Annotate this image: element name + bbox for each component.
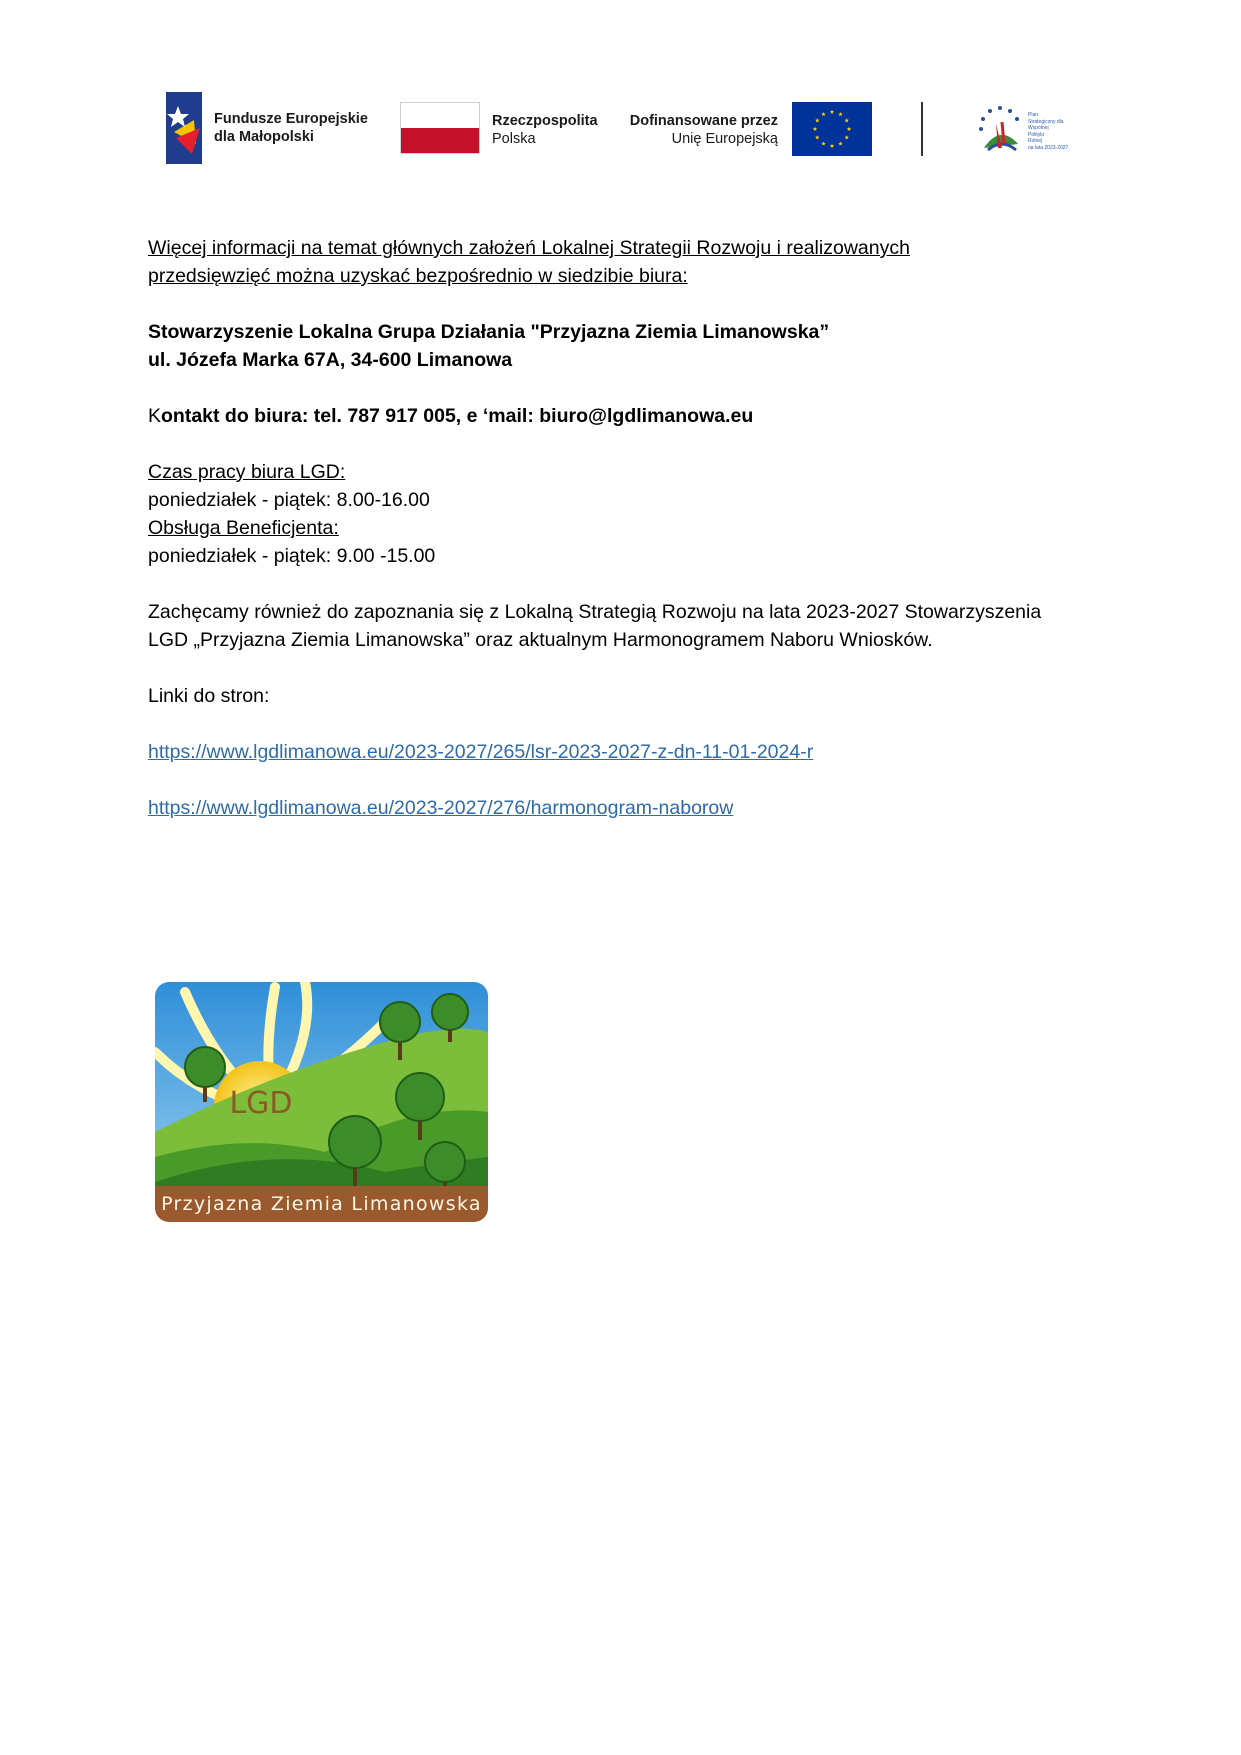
plan-line1: Plan (1028, 112, 1039, 118)
encourage-line1: Zachęcamy również do zapoznania się z Lokalną Strategią Rozwoju na lata 2023-2027 Stowarzyszenia (148, 601, 1042, 623)
contact-k: K (148, 405, 162, 427)
intro-line1: Więcej informacji na temat głównych założeń Lokalnej Strategii Rozwoju i realizowanych (148, 237, 910, 259)
rzeczpospolita-polska-logo (400, 102, 610, 158)
plan-line5: Rolnej (1028, 138, 1043, 144)
funds-line2: dla Małopolski (214, 129, 314, 145)
plan-line2: Strategiczny dla (1028, 118, 1064, 125)
org-address: ul. Józefa Marka 67A, 34-600 Limanowa (148, 349, 513, 371)
document-body (148, 234, 1108, 822)
eu-star-icon (815, 135, 820, 139)
republic-line2: Polska (492, 131, 536, 147)
strategic-plan-emblem-icon (974, 104, 1026, 158)
strategic-plan-logo (974, 104, 1084, 158)
eu-flag-icon (792, 102, 872, 156)
eu-star-icon (821, 141, 826, 145)
office-hours-label: Czas pracy biura LGD: (148, 461, 346, 483)
lgd-name: Przyjazna Ziemia Limanowska (161, 1193, 482, 1215)
contact-rest: ontakt do biura: tel. 787 917 005, e ‘mail: biuro@lgdlimanowa.eu (161, 405, 754, 427)
logo-bar (0, 0, 1241, 200)
eu-star-icon (844, 118, 849, 122)
links-label: Linki do stron: (148, 685, 270, 707)
plan-line3: Wspólnej (1028, 125, 1049, 131)
lgd-abbr: LGD (229, 1086, 293, 1121)
lgd-logo (155, 982, 488, 1222)
eu-star-icon (830, 144, 835, 148)
eu-star-icon (821, 112, 826, 116)
poland-flag-icon (400, 102, 480, 154)
eu-star-icon (813, 127, 818, 131)
eu-star-icon (838, 141, 843, 145)
contact-line (148, 402, 1108, 430)
eu-star-icon (847, 127, 852, 131)
logo-divider (921, 102, 923, 156)
plan-line4: Polityki (1028, 131, 1044, 138)
beneficiary-hours: poniedziałek - piątek: 9.00 -15.00 (148, 545, 436, 567)
plan-line6: na lata 2023-2027 (1028, 144, 1069, 151)
eu-star-icon (838, 112, 843, 116)
eu-line1: Dofinansowane przez (629, 113, 778, 129)
fundusze-europejskie-emblem-icon (166, 92, 210, 164)
eu-cofinanced-logo (626, 102, 876, 158)
harmonogram-link[interactable]: https://www.lgdlimanowa.eu/2023-2027/276/harmonogram-naborow (148, 797, 734, 819)
org-name: Stowarzyszenie Lokalna Grupa Działania "Przyjazna Ziemia Limanowska” (148, 321, 830, 343)
funds-line1: Fundusze Europejskie (214, 111, 368, 127)
eu-star-icon (815, 118, 820, 122)
republic-line1: Rzeczpospolita (492, 113, 598, 129)
encourage-line2: LGD „Przyjazna Ziemia Limanowska” oraz aktualnym Harmonogramem Naboru Wniosków. (148, 629, 933, 651)
eu-line2: Unię Europejską (671, 131, 778, 147)
office-hours: poniedziałek - piątek: 8.00-16.00 (148, 489, 430, 511)
lgd-name-band (155, 1186, 488, 1222)
fundusze-europejskie-logo (166, 92, 376, 164)
beneficiary-label: Obsługa Beneficjenta: (148, 517, 339, 539)
lsr-link[interactable]: https://www.lgdlimanowa.eu/2023-2027/265/lsr-2023-2027-z-dn-11-01-2024-r (148, 741, 814, 763)
eu-star-icon (830, 110, 835, 114)
eu-star-icon (844, 135, 849, 139)
intro-line2: przedsięwzięć można uzyskać bezpośrednio w siedzibie biura: (148, 265, 688, 287)
